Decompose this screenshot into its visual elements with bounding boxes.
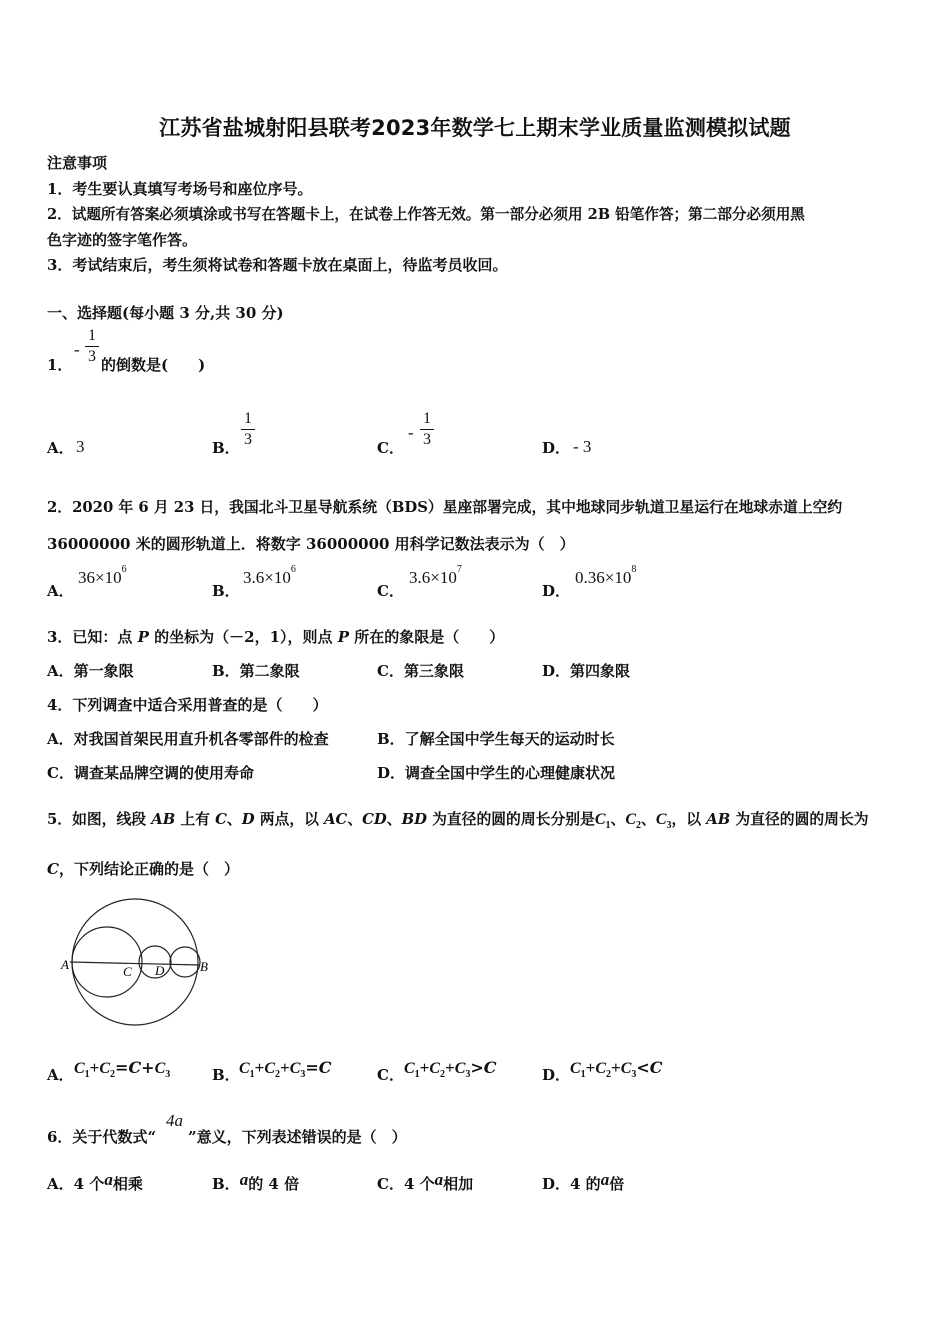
q5-ac: AC: [324, 811, 348, 828]
q1-b-den: 3: [244, 431, 252, 448]
c-letter: C: [239, 1060, 250, 1077]
q5-t4: 两点，以: [254, 811, 325, 828]
q6-option-b: [212, 1170, 300, 1194]
q3-text: [47, 626, 504, 647]
c3: [154, 1060, 171, 1081]
plus: +: [254, 1058, 265, 1077]
q4-option-a: A．对我国首架民用直升机各零部件的检查: [47, 730, 329, 748]
q5-c-rel: >C: [470, 1058, 497, 1077]
notice-item-2a: 2．试题所有答案必须填涂或书写在答题卡上，在试卷上作答无效。第一部分必须用 2B 铅笔作答；第二部分必须用黑: [47, 206, 805, 223]
q1-frac-num: 1: [88, 327, 96, 344]
q2-option-a-label: A．: [47, 582, 74, 600]
subscript-3: 3: [666, 820, 672, 832]
segment-ab: [70, 962, 200, 965]
c3: [620, 1060, 637, 1081]
c2: [99, 1060, 116, 1081]
q5-ab2: AB: [706, 811, 731, 828]
q3-option-a: A．第一象限: [47, 662, 134, 680]
c-letter: C: [154, 1060, 166, 1077]
c-letter: C: [289, 1060, 301, 1077]
q5-c3-symbol: [655, 811, 672, 832]
c-letter: C: [264, 1060, 276, 1077]
c3: [289, 1060, 306, 1081]
q1-option-c-label: C．: [377, 439, 404, 457]
q5-option-d-expr: [570, 1058, 663, 1080]
c2: [595, 1060, 612, 1081]
subscript-3: 3: [300, 1069, 306, 1081]
c-letter: C: [404, 1060, 415, 1077]
q5-t5: 、: [347, 811, 363, 828]
q1-c-num: 1: [423, 410, 431, 427]
subscript-1: 1: [249, 1069, 255, 1081]
q5-t1: 5．如图，线段: [47, 811, 152, 828]
label-d: D: [155, 963, 165, 978]
q5-c2-symbol: [625, 811, 641, 832]
q3-point-p2: P: [337, 628, 350, 646]
q5-option-a-expr: [74, 1058, 170, 1080]
q5-d-rel: <C: [636, 1058, 663, 1077]
c2: [264, 1060, 281, 1081]
q1-option-c-minus: -: [408, 423, 414, 442]
q2-a-exp: 6: [121, 564, 127, 575]
q3-option-d: D．第四象限: [542, 662, 631, 680]
q1-text: 的倒数是( ): [101, 356, 206, 374]
c-letter: C: [74, 1060, 85, 1077]
q1-frac-den: 3: [88, 348, 96, 365]
q2-option-b-value: [243, 564, 296, 588]
q5-option-b-expr: [239, 1058, 332, 1080]
notice-item-3: 3．考试结束后，考生须将试卷和答题卡放在桌面上，待监考员收回。: [47, 256, 508, 274]
q6-post: ”意义，下列表述错误的是（ ）: [188, 1128, 407, 1146]
q5-option-b-label: B．: [212, 1066, 240, 1084]
q1-option-d-label: D．: [542, 439, 571, 457]
q1-option-d-value: - 3: [573, 437, 592, 456]
q5-option-a-label: A．: [47, 1066, 74, 1084]
q5-sep: 、: [610, 811, 626, 828]
label-a: A: [61, 957, 69, 972]
q1-option-b-fraction: [241, 410, 255, 449]
q6-a-pre: 4 个: [73, 1175, 105, 1193]
q6-a-label: A．: [47, 1175, 74, 1193]
page-title: 江苏省盐城射阳县联考2023年数学七上期末学业质量监测模拟试题: [159, 116, 791, 140]
q2-option-b-label: B．: [212, 582, 240, 600]
subscript-1: 1: [580, 1069, 586, 1081]
q5-line-2: [47, 858, 239, 879]
q5-option-c-label: C．: [377, 1066, 404, 1084]
c-letter: C: [99, 1060, 111, 1077]
fraction-bar: [420, 429, 434, 430]
q3-point-p: P: [137, 628, 149, 646]
c-letter: C: [620, 1060, 632, 1077]
q5-a-rel: =C+: [115, 1058, 155, 1077]
q2-c-base: 3.6×10: [409, 568, 457, 587]
q5-t7: 为直径的圆的周长分别是: [426, 811, 595, 828]
c1: [74, 1060, 90, 1081]
q5-t3: 、: [226, 811, 242, 828]
q4-option-b: B．了解全国中学生每天的运动时长: [377, 730, 615, 748]
q5-d: D: [241, 811, 255, 828]
subscript-2: 2: [636, 820, 641, 832]
q5-c1-symbol: [594, 811, 611, 832]
q2-option-c-label: C．: [377, 582, 404, 600]
q4-option-d: D．调查全国中学生的心理健康状况: [377, 764, 616, 782]
subscript-2: 2: [275, 1069, 281, 1081]
q6-b-post: 的 4 倍: [248, 1175, 300, 1193]
q2-option-d-value: [575, 564, 637, 588]
circle-db: [170, 947, 200, 977]
subscript-3: 3: [631, 1069, 637, 1081]
c3: [454, 1060, 471, 1081]
q4-option-c: C．调查某品牌空调的使用寿命: [47, 764, 254, 782]
q5-sep: 、: [641, 811, 656, 828]
c-letter: C: [595, 1060, 607, 1077]
q5-c: C: [215, 811, 227, 828]
subscript-2: 2: [110, 1069, 116, 1081]
plus: +: [585, 1058, 596, 1077]
q2-line-1: 2．2020 年 6 月 23 日，我国北斗卫星导航系统（BDS）星座部署完成，其中地球同步轨道卫星运行在地球赤道上空约: [47, 499, 843, 516]
q5-option-c-expr: [404, 1058, 497, 1080]
q1-option-c-fraction: [420, 410, 434, 449]
c-letter: C: [655, 811, 667, 828]
subscript-3: 3: [465, 1069, 471, 1081]
q5-line-2-text: ，下列结论正确的是（ ）: [58, 860, 239, 878]
q6-d-label: D．: [542, 1175, 571, 1193]
q3-post: 所在的象限是（ ）: [349, 628, 505, 646]
q2-c-exp: 7: [456, 564, 462, 575]
q6-b-var: a: [239, 1170, 249, 1189]
subscript-2: 2: [606, 1069, 612, 1081]
q6-d-pre: 4 的: [570, 1175, 601, 1193]
q1-option-b-label: B．: [212, 439, 240, 457]
q2-line-2: 36000000 米的圆形轨道上．将数字 36000000 用科学记数法表示为（ ）: [47, 535, 575, 553]
q2-option-d-label: D．: [542, 582, 571, 600]
q2-b-exp: 6: [290, 564, 296, 575]
q6-c-label: C．: [377, 1175, 404, 1193]
subscript-1: 1: [605, 820, 611, 832]
q2-a-base: 36×10: [78, 568, 122, 587]
subscript-2: 2: [440, 1069, 446, 1081]
q5-c-total: C: [47, 860, 59, 878]
q3-option-b: B．第二象限: [212, 662, 300, 680]
q6-d-var: a: [600, 1170, 610, 1189]
q3-option-c: C．第三象限: [377, 662, 464, 680]
fraction-bar: [241, 429, 255, 430]
plus: +: [611, 1058, 621, 1077]
q1-b-num: 1: [244, 410, 252, 427]
q6-a-post: 相乘: [112, 1175, 143, 1193]
q5-t8: ，以: [671, 811, 707, 828]
c-letter: C: [594, 811, 606, 828]
q1-c-den: 3: [423, 431, 431, 448]
subscript-1: 1: [414, 1069, 420, 1081]
q6-option-c: [377, 1170, 474, 1194]
q2-option-a-value: [78, 564, 127, 588]
plus: +: [89, 1058, 100, 1077]
q6-c-var: a: [434, 1170, 444, 1189]
label-c: C: [123, 964, 132, 979]
q6-c-pre: 4 个: [403, 1175, 435, 1193]
q2-option-c-value: [409, 564, 462, 588]
q3-mid: 的坐标为（－2，1），则点: [148, 628, 338, 646]
c-letter: C: [454, 1060, 466, 1077]
label-b: B: [200, 959, 208, 974]
c1: [404, 1060, 420, 1081]
q2-d-exp: 8: [631, 564, 637, 575]
c-letter: C: [570, 1060, 581, 1077]
q5-t6: 、: [386, 811, 402, 828]
q4-text: 4．下列调查中适合采用普查的是（ ）: [47, 696, 328, 714]
q6-b-label: B．: [212, 1175, 240, 1193]
q1-minus: -: [74, 340, 80, 359]
q1-fraction: [85, 327, 99, 366]
subscript-3: 3: [165, 1069, 171, 1081]
q3-pre: 3．已知：点: [47, 628, 138, 646]
q6-d-post: 倍: [609, 1175, 625, 1193]
q1-option-a-value: 3: [76, 437, 85, 456]
q6-a-var: a: [104, 1170, 113, 1189]
c1: [570, 1060, 586, 1081]
q6-option-a: [47, 1170, 143, 1194]
notice-item-2b: 色字迹的签字笔作答。: [47, 231, 198, 249]
q6-c-post: 相加: [443, 1175, 474, 1193]
q2-b-base: 3.6×10: [243, 568, 291, 587]
c-letter: C: [429, 1060, 441, 1077]
plus: +: [419, 1058, 430, 1077]
q6-option-d: [542, 1170, 625, 1194]
q6-expression: 4a: [166, 1111, 183, 1130]
notice-item-1: 1．考生要认真填写考场号和座位序号。: [47, 180, 313, 198]
q5-option-d-label: D．: [542, 1066, 571, 1084]
q1-option-a-label: A．: [47, 439, 74, 457]
subscript-1: 1: [84, 1069, 90, 1081]
q6-pre: 6．关于代数式“: [47, 1128, 157, 1146]
q5-cd: CD: [362, 811, 387, 828]
q5-t2: 上有: [175, 811, 216, 828]
q2-d-base: 0.36×10: [575, 568, 632, 587]
c-letter: C: [625, 811, 636, 828]
q5-line-1: [47, 808, 869, 831]
q5-circle-figure: [55, 895, 225, 1035]
notice-heading: 注意事项: [47, 154, 108, 172]
q1-number: 1．: [47, 356, 73, 374]
c1: [239, 1060, 255, 1081]
plus: +: [445, 1058, 455, 1077]
c2: [429, 1060, 446, 1081]
q5-ab: AB: [151, 811, 176, 828]
fraction-bar: [85, 346, 99, 347]
q5-b-rel: =C: [305, 1058, 332, 1077]
q5-bd: BD: [401, 811, 427, 828]
q5-t9: 为直径的圆的周长为: [730, 811, 869, 828]
plus: +: [280, 1058, 290, 1077]
section-heading: 一、选择题(每小题 3 分,共 30 分): [47, 304, 284, 322]
